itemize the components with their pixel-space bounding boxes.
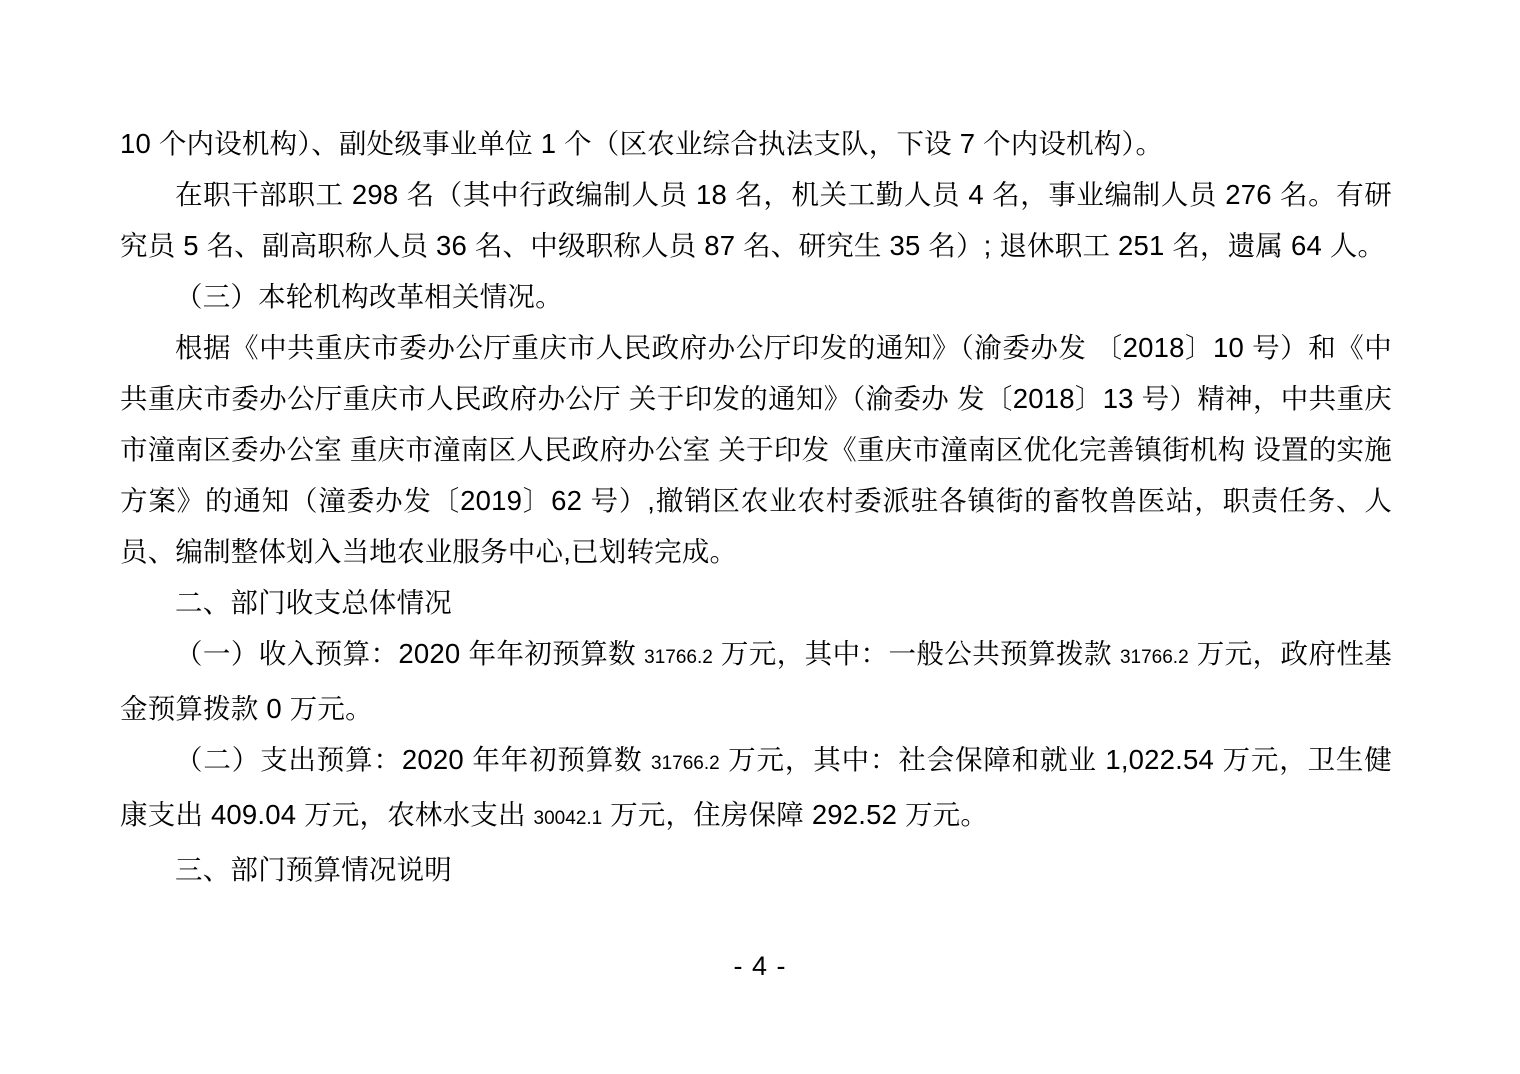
paragraph-4: 根据《中共重庆市委办公厅重庆市人民政府办公厅印发的通知》（渝委办发 〔2018〕10 号）和《中共重庆市委办公厅重庆市人民政府办公厅 关于印发的通知》（渝委办 发〔2018〕13 号）精神，中共重庆市潼南区委办公室 重庆市潼南区人民政府办公室 关于印发《重庆市潼南区优化完善镇街机构 设置的实施方案》的通知（潼委办发〔2019〕62 号）,撤销区农业农村委派驻各镇街的畜牧兽医站，职责任务、人员、编制整体划入当地农业服务中心,已划转完成。 bbox=[120, 332, 1392, 567]
paragraph-5-section-heading: 二、部门收支总体情况 bbox=[175, 587, 452, 618]
document-body bbox=[120, 118, 1392, 895]
inline-figure: 30042.1 bbox=[533, 808, 603, 829]
paragraph-7-expenditure-budget: （二）支出预算：2020 年年初预算数 31766.2 万元，其中：社会保障和就业 1,022.54 万元，卫生健康支出 409.04 万元，农林水支出 30042.1 万元，住房保障 292.52 万元。 bbox=[120, 744, 1392, 830]
inline-figure: 31766.2 bbox=[1119, 647, 1189, 668]
page-number: - 4 - bbox=[733, 951, 787, 981]
inline-figure: 31766.2 bbox=[644, 647, 713, 668]
paragraph-8-section-heading: 三、部门预算情况说明 bbox=[175, 854, 452, 885]
paragraph-2: 在职干部职工 298 名（其中行政编制人员 18 名，机关工勤人员 4 名，事业编制人员 276 名。有研究员 5 名、副高职称人员 36 名、中级职称人员 87 名、研究生 35 名）; 退休职工 251 名，遗属 64 人。 bbox=[120, 179, 1392, 261]
inline-figure: 31766.2 bbox=[651, 753, 720, 774]
paragraph-3-section-heading: （三）本轮机构改革相关情况。 bbox=[175, 281, 563, 312]
paragraph-6-income-budget: （一）收入预算：2020 年年初预算数 31766.2 万元，其中：一般公共预算拨款 31766.2 万元，政府性基金预算拨款 0 万元。 bbox=[120, 638, 1392, 724]
paragraph-1: 10 个内设机构）、副处级事业单位 1 个（区农业综合执法支队，下设 7 个内设机构）。 bbox=[120, 128, 1164, 159]
